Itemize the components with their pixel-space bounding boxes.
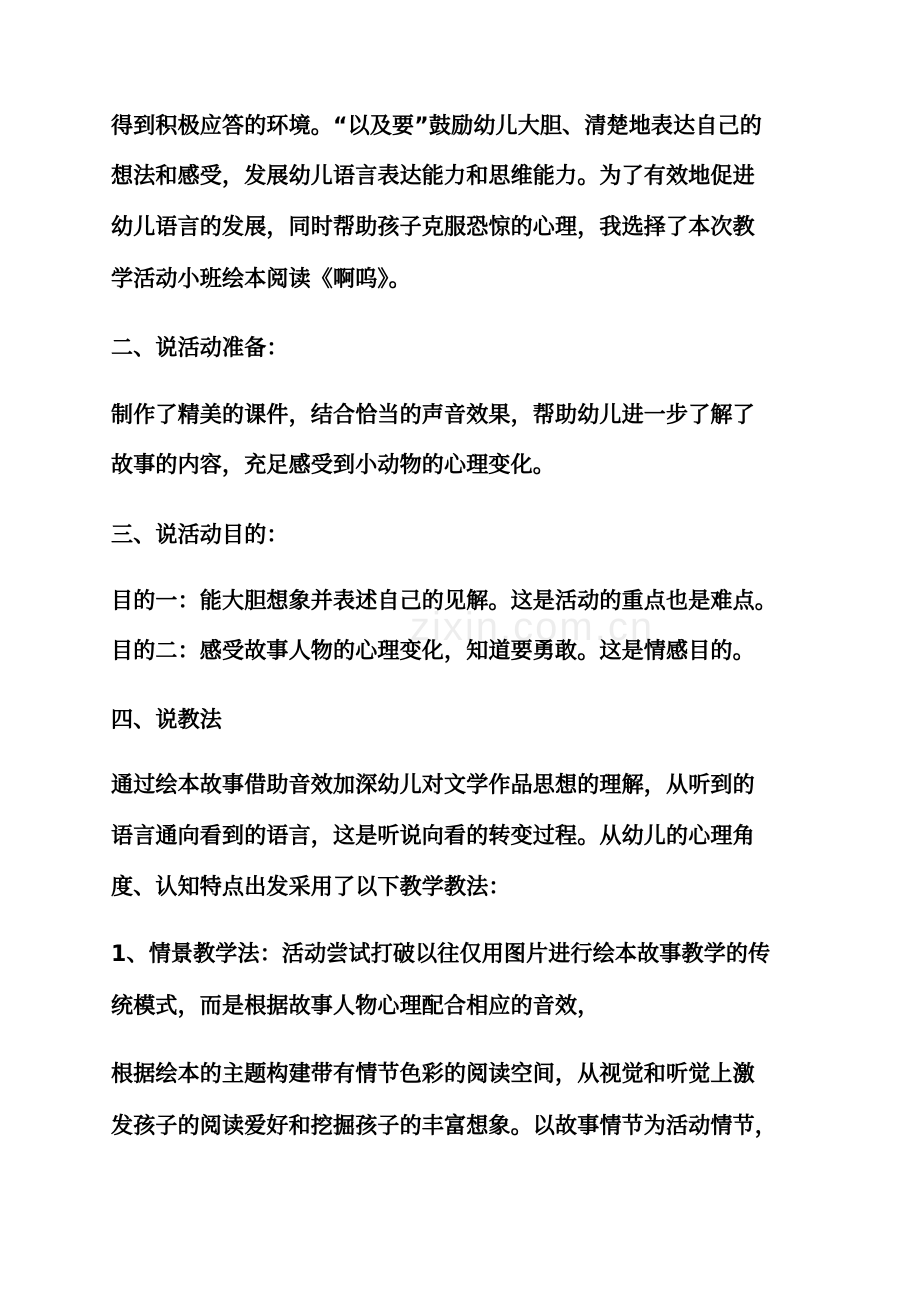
text-line-3: 幼儿语言的发展，同时帮助孩子克服恐惊的心理，我选择了本次教 bbox=[111, 215, 755, 240]
text-line-17: 根据绘本的主题构建带有情节色彩的阅读空间，从视觉和听觉上激 bbox=[111, 1062, 755, 1087]
text-line-16: 统模式，而是根据故事人物心理配合相应的音效， bbox=[111, 994, 600, 1019]
watermark: zixin.com.cn bbox=[410, 605, 655, 649]
text-line-6: 制作了精美的课件，结合恰当的声音效果，帮助幼儿进一步了解了 bbox=[111, 403, 755, 428]
text-line-7: 故事的内容，充足感受到小动物的心理变化。 bbox=[111, 453, 556, 478]
text-line-13: 语言通向看到的语言，这是听说向看的转变过程。从幼儿的心理角 bbox=[111, 824, 755, 849]
section-heading-preparation: 二、说活动准备： bbox=[111, 336, 289, 361]
section-heading-teaching-method: 四、说教法 bbox=[111, 708, 223, 733]
text-line-10: 目的二：感受故事人物的心理变化，知道要勇敢。这是情感目的。 bbox=[111, 639, 755, 664]
text-line-1: 得到积极应答的环境。“以及要”鼓励幼儿大胆、清楚地表达自己的 bbox=[111, 114, 762, 139]
text-line-12: 通过绘本故事借助音效加深幼儿对文学作品思想的理解，从听到的 bbox=[111, 773, 755, 798]
text-line-2: 想法和感受，发展幼儿语言表达能力和思维能力。为了有效地促进 bbox=[111, 164, 755, 189]
section-heading-goals: 三、说活动目的： bbox=[111, 523, 289, 548]
text-line-4: 学活动小班绘本阅读《啊呜》。 bbox=[111, 267, 411, 292]
text-line-9: 目的一：能大胆想象并表述自己的见解。这是活动的重点也是难点。 bbox=[111, 589, 778, 614]
text-line-18: 发孩子的阅读爱好和挖掘孩子的丰富想象。以故事情节为活动情节， bbox=[111, 1114, 778, 1139]
text-line-14: 度、认知特点出发采用了以下教学教法： bbox=[111, 875, 511, 900]
text-line-15: 1、情景教学法：活动尝试打破以往仅用图片进行绘本故事教学的传 bbox=[111, 942, 771, 967]
